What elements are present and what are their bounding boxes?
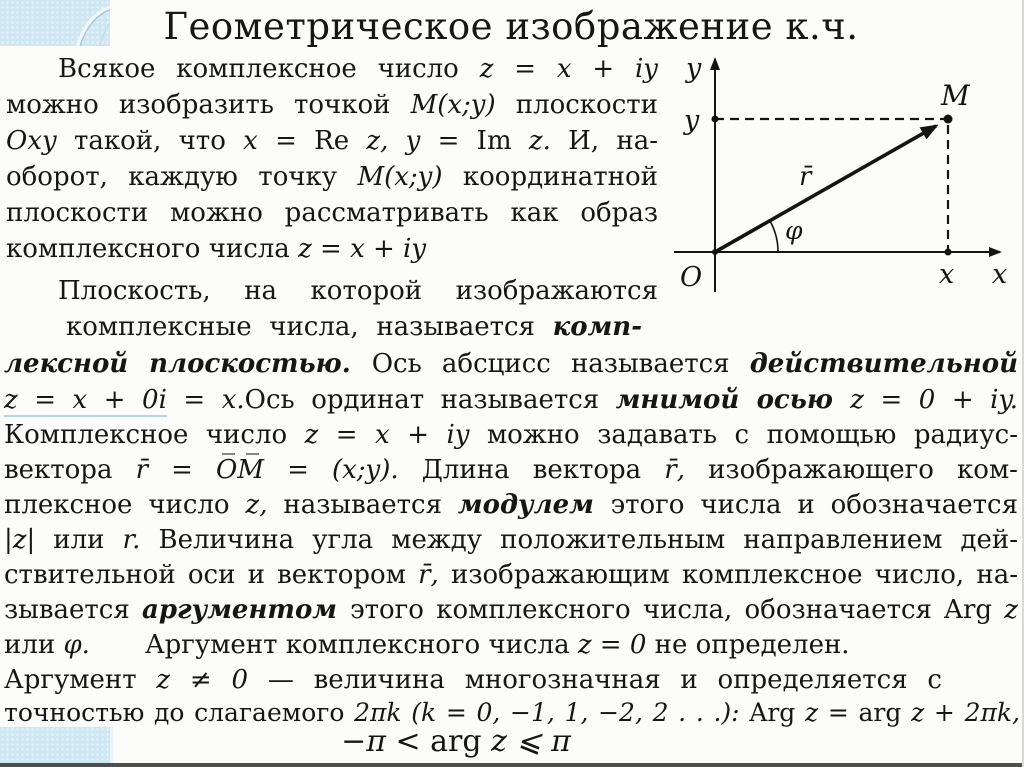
radius-vector-label: r̄ (799, 162, 812, 192)
math-segment: z, y = (366, 126, 477, 156)
text-segment: Im (476, 126, 529, 156)
text-line (6, 162, 658, 193)
math-segment: −π < (341, 724, 431, 759)
text-line (58, 276, 658, 307)
math-segment: z ≠ 0 (156, 665, 268, 695)
math-segment: z = x + iy (304, 420, 487, 450)
text-segment: Re (314, 126, 367, 156)
text-segment: оборот, каждую точку (6, 162, 358, 192)
text-segment: плоскости можно рассматривать как образ (6, 198, 658, 228)
text-segment: такой, что (73, 126, 244, 156)
radius-vector (715, 126, 936, 252)
text-segment: плексное число (4, 490, 246, 520)
math-segment: r. (122, 525, 159, 555)
text-segment: Всякое комплексное число (58, 54, 480, 84)
text-line (4, 560, 1018, 591)
math-segment: = x. (166, 385, 245, 415)
math-segment: z, (245, 490, 284, 520)
text-segment: комплексного числа (6, 234, 299, 264)
point-m-dot (944, 115, 953, 124)
text-segment: плоскости (515, 90, 658, 120)
math-segment: z ⩽ π (491, 724, 571, 759)
text-segment: Плоскость, на которой изображаются (58, 276, 658, 306)
text-line (66, 312, 642, 343)
slide-bottom-border (0, 763, 1024, 767)
text-segment: вектора (4, 455, 136, 485)
text-line (58, 54, 658, 85)
y-axis-label: y (686, 53, 702, 84)
text-segment: этого комплексного числа, обозначается Arg (350, 595, 1005, 625)
text-line (4, 455, 1018, 486)
text-line (4, 490, 1018, 521)
text-line (6, 126, 658, 157)
math-segment: z. (528, 126, 569, 156)
text-segment: не определен. (654, 630, 850, 660)
text-segment: изображающим комплексное число, на- (451, 560, 1018, 590)
text-segment: можно задавать с помощью радиус- (486, 420, 1018, 450)
text-segment: Arg (749, 698, 805, 727)
text-segment: называется (283, 490, 458, 520)
math-segment: 2πk (k = 0, −1, 1, −2, 2 . . .): (354, 698, 750, 727)
text-segment: Длина вектора (421, 455, 665, 485)
text-segment: arg (858, 698, 912, 727)
text-segment: координатной (462, 162, 658, 192)
angle-arc (770, 221, 778, 252)
math-segment: z = x + iy (479, 54, 658, 84)
y-value-label: y (684, 105, 700, 136)
term-emphasis: модулем (457, 490, 611, 520)
term-emphasis: действительной (749, 349, 1018, 379)
y-tick-point (712, 116, 719, 123)
math-segment: r̄ = O̅M̅ = (x;y). (135, 455, 422, 485)
formula-line (0, 726, 912, 757)
text-line (6, 198, 658, 229)
text-segment: или (4, 630, 64, 660)
text-segment: зывается (4, 595, 143, 625)
angle-phi-label: φ (785, 216, 803, 245)
math-segment: M(x;y) (357, 162, 463, 192)
text-segment: точностью до слагаемого (4, 698, 355, 727)
point-m-label: M (941, 79, 970, 112)
text-segment: Комплексное число (4, 420, 305, 450)
complex-plane-diagram (658, 45, 1018, 297)
origin-point (712, 249, 718, 255)
text-segment: ствительной оси и вектором (4, 560, 419, 590)
math-segment: z = 0 + iy. (850, 385, 1018, 415)
math-segment: r̄, (664, 455, 709, 485)
math-segment: r̄, (418, 560, 452, 590)
math-segment: M(x;y) (410, 90, 516, 120)
text-line (4, 385, 1018, 416)
text-segment: Величина угла между положительным направлением дей- (158, 525, 1018, 555)
math-segment: z + 2πk, (911, 698, 1020, 727)
text-line (6, 90, 658, 121)
text-segment: Ось абсцисс называется (371, 349, 750, 379)
x-value-label: x (939, 259, 955, 290)
text-segment: И, на- (568, 126, 658, 156)
term-emphasis: мнимой осью (615, 385, 851, 415)
text-segment: можно изобразить точкой (6, 90, 411, 120)
term-emphasis: лексной плоскостью. (4, 349, 372, 379)
math-segment: z (1004, 595, 1018, 625)
text-segment: arg (430, 724, 492, 759)
text-line (4, 420, 1018, 451)
math-segment: |z| (4, 525, 54, 555)
math-segment: z = (804, 698, 859, 727)
text-line (4, 595, 1018, 626)
math-segment: φ. (63, 630, 90, 660)
x-axis-label: x (992, 259, 1008, 290)
text-segment: изображающего ком- (708, 455, 1018, 485)
text-line (4, 630, 1018, 661)
text-segment: Аргумент комплексного числа (144, 630, 578, 660)
math-segment: z = x + 0i (4, 385, 167, 415)
term-emphasis: комп- (552, 312, 642, 342)
page-title: Геометрическое изображение к.ч. (163, 5, 859, 48)
math-segment: Oxy (6, 126, 74, 156)
origin-label: O (680, 262, 703, 293)
text-segment: этого числа и обозначается (610, 490, 1019, 520)
term-emphasis: аргументом (142, 595, 351, 625)
text-segment: Аргумент (4, 665, 157, 695)
text-line (4, 349, 1018, 380)
text-segment: — величина многозначная и определяется с (267, 665, 942, 695)
text-line (4, 525, 1018, 556)
text-segment: или (53, 525, 123, 555)
text-line (4, 665, 942, 696)
text-segment: Ось ординат называется (244, 385, 616, 415)
text-line (6, 234, 658, 265)
text-segment: комплексные числа, называется (66, 312, 553, 342)
math-segment: x = (243, 126, 315, 156)
x-tick-point (945, 249, 952, 256)
math-segment: z = 0 (577, 630, 655, 660)
math-segment: z = x + iy (298, 234, 427, 264)
